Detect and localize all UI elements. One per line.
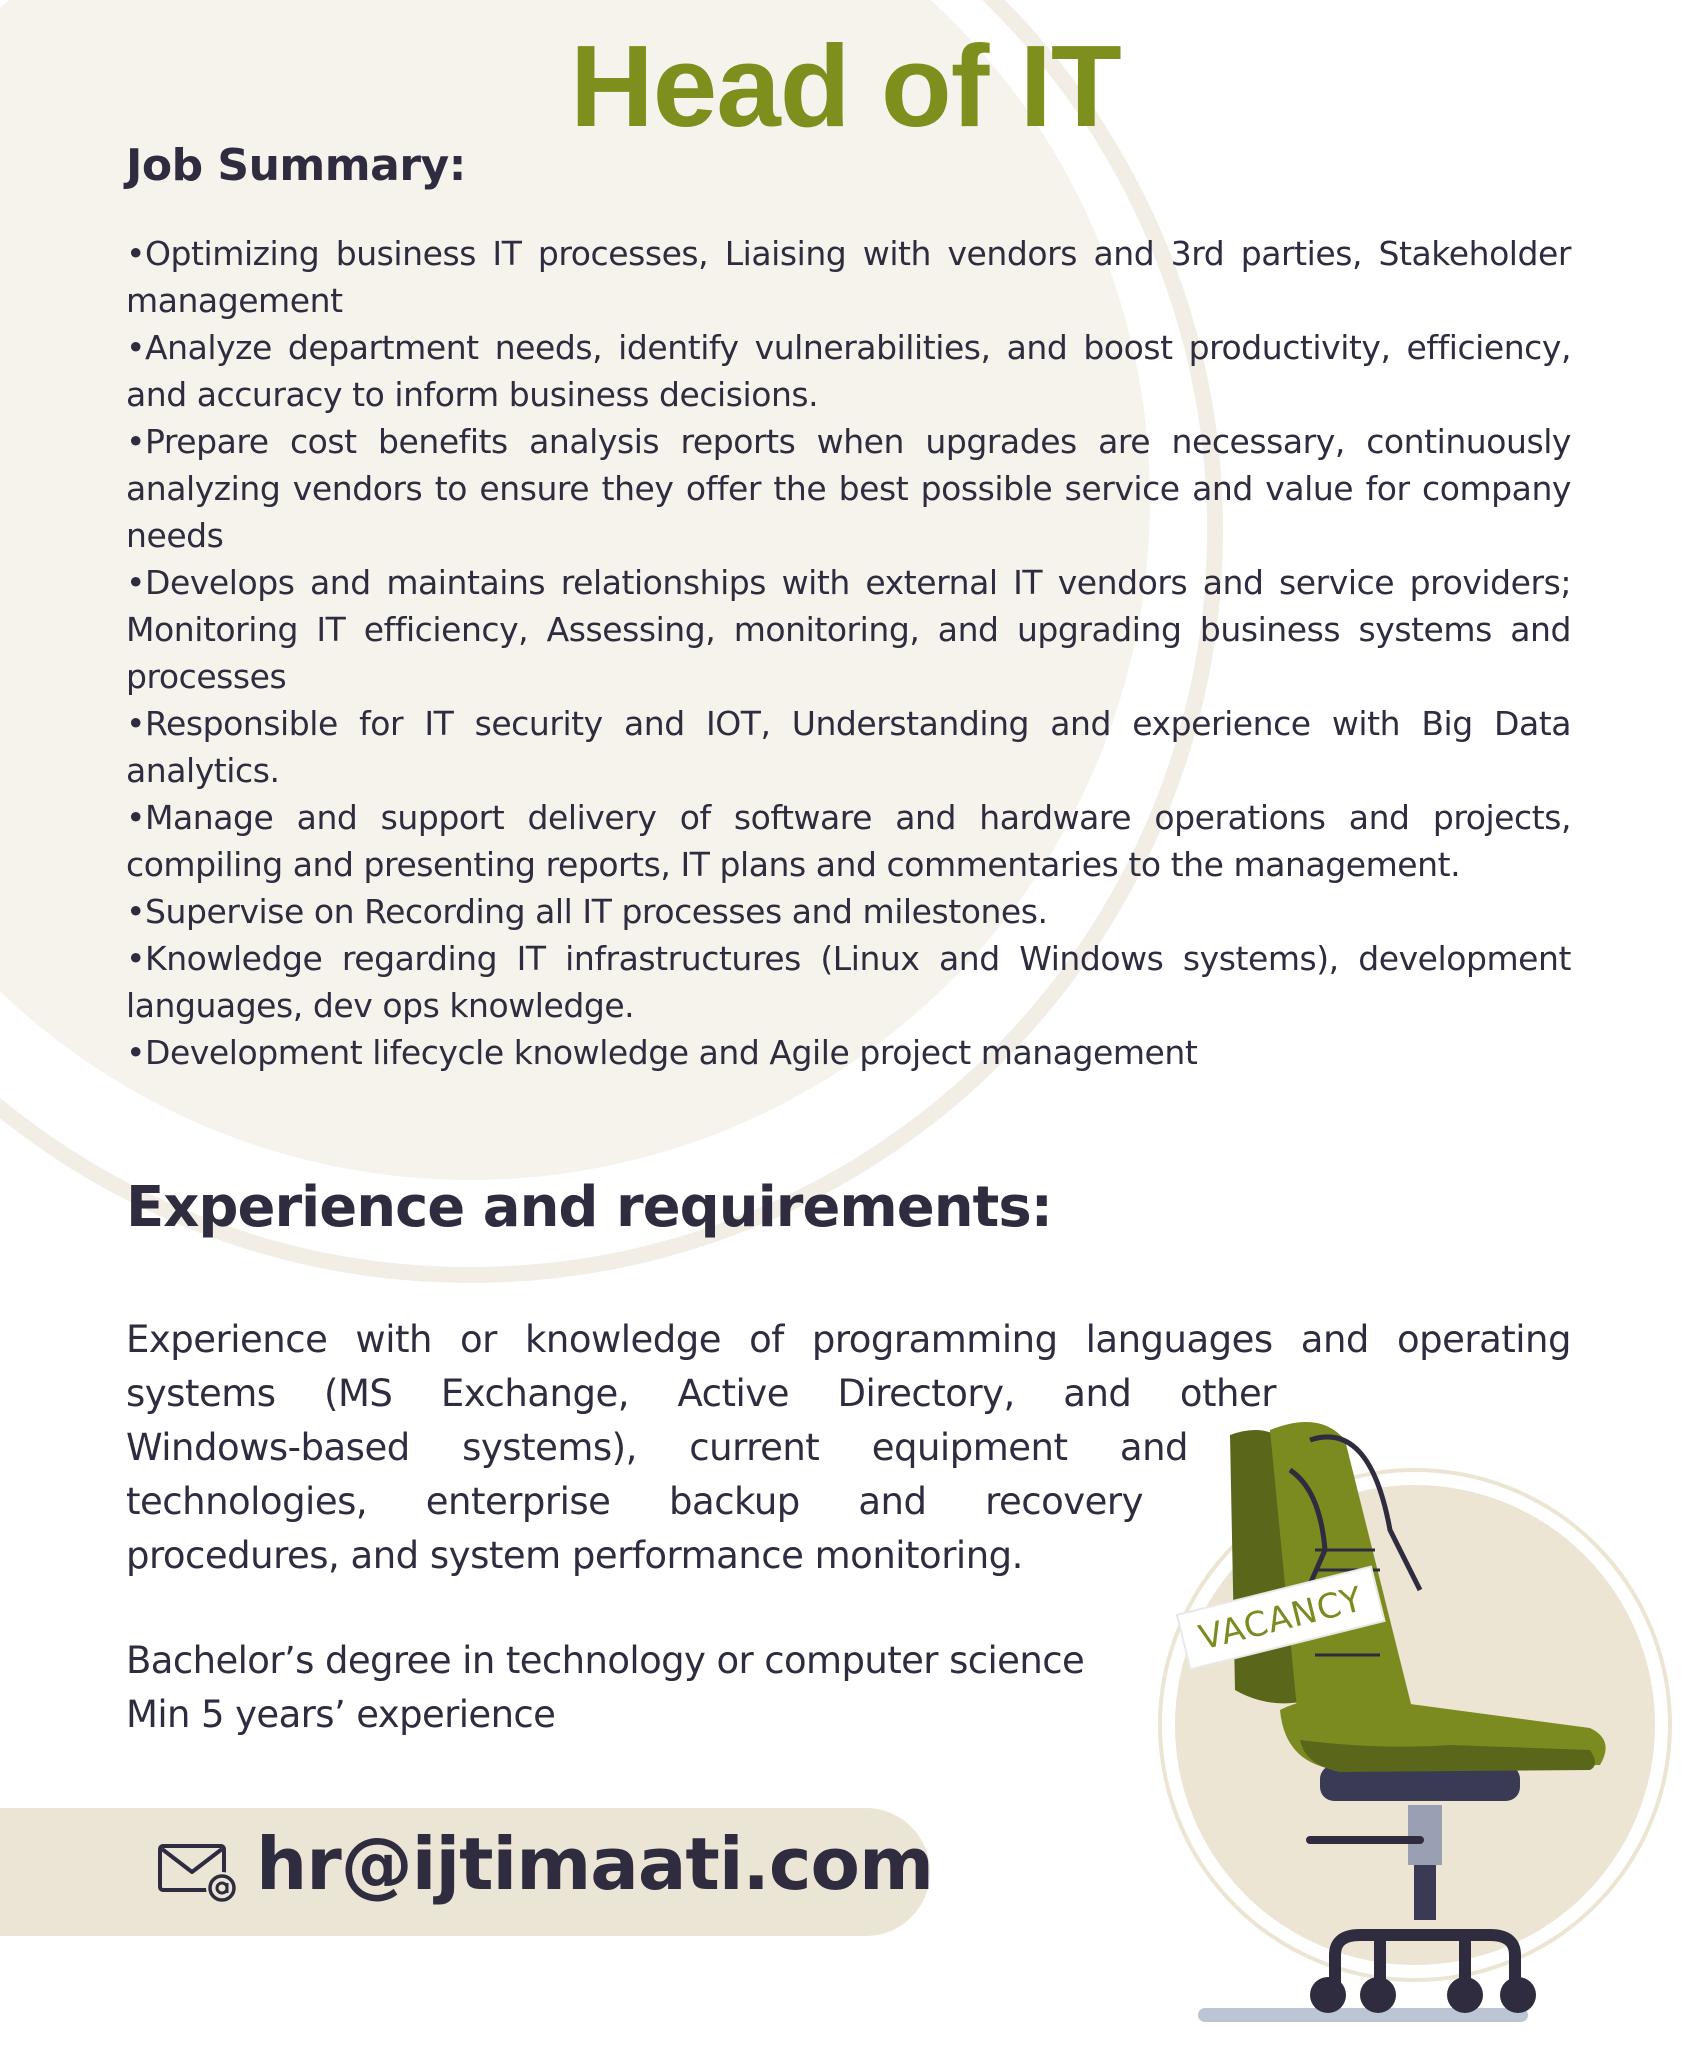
page-title: Head of IT xyxy=(570,21,1121,151)
experience-line: procedures, and system performance monitoring. xyxy=(126,1534,1023,1577)
requirement-degree: Bachelor’s degree in technology or computer science xyxy=(126,1639,1085,1682)
experience-line: systems (MS Exchange, Active Directory, and other xyxy=(126,1372,1276,1415)
vacancy-chair-illustration xyxy=(1120,1410,1680,2030)
summary-item: •Knowledge regarding IT infrastructures (Linux and Windows systems), development languages, dev ops knowledge. xyxy=(126,939,1571,1025)
summary-item: •Prepare cost benefits analysis reports when upgrades are necessary, continuously analyzing vendors to ensure they offer the best possible service and value for company needs xyxy=(126,422,1571,555)
contact-email-link[interactable]: hr@ijtimaati.com xyxy=(256,1822,934,1906)
mail-at-icon xyxy=(158,1842,240,1904)
summary-item: •Develops and maintains relationships with external IT vendors and service providers; Monitoring IT efficiency, Assessing, monitoring, and upgrading business systems and processes xyxy=(126,563,1571,696)
experience-line: technologies, enterprise backup and recovery xyxy=(126,1480,1143,1523)
job-summary-list xyxy=(126,230,1571,1076)
summary-item: •Development lifecycle knowledge and Agile project management xyxy=(126,1033,1198,1072)
experience-line: Experience with or knowledge of programming languages and operating xyxy=(126,1318,1571,1361)
job-summary-heading: Job Summary: xyxy=(126,140,466,191)
requirement-years: Min 5 years’ experience xyxy=(126,1693,556,1736)
experience-line: Windows-based systems), current equipment and xyxy=(126,1426,1188,1469)
summary-item: •Manage and support delivery of software and hardware operations and projects, compiling and presenting reports, IT plans and commentaries to the management. xyxy=(126,798,1571,884)
summary-item: •Optimizing business IT processes, Liaising with vendors and 3rd parties, Stakeholder management xyxy=(126,234,1571,320)
summary-item: •Responsible for IT security and IOT, Understanding and experience with Big Data analytics. xyxy=(126,704,1571,790)
vacancy-sign-text: VACANCY xyxy=(1195,1579,1367,1659)
summary-item: •Supervise on Recording all IT processes and milestones. xyxy=(126,892,1048,931)
summary-item: •Analyze department needs, identify vulnerabilities, and boost productivity, efficiency, and accuracy to inform business decisions. xyxy=(126,328,1571,414)
experience-heading: Experience and requirements: xyxy=(126,1175,1053,1240)
requirements-list xyxy=(126,1634,1084,1742)
